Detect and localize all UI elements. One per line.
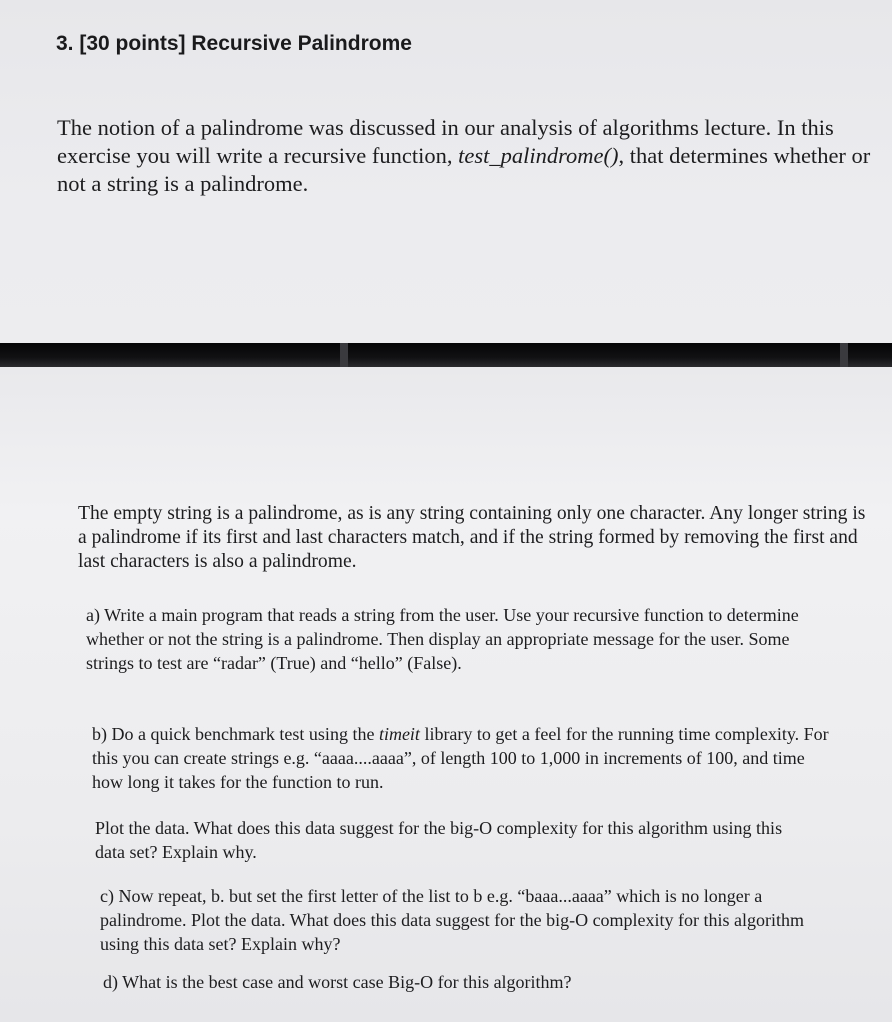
question-b (92, 722, 832, 794)
definition-paragraph: The empty string is a palindrome, as is any string containing only one character. Any longer string is a palindrome if its first and last characters match, and if the string formed by removing the first and last characters is also a palindrome. (78, 503, 866, 572)
question-c: c) Now repeat, b. but set the first letter of the list to b e.g. “baaa...aaaa” which is no longer a palindrome. Plot the data. What does this data suggest for the big-O complexity for this algorithm using this data set? Explain why? (100, 886, 805, 954)
intro-text-start: The notion of a palindrome was discussed in our analysis of algorithms lecture. In this exercise you will write a recursive function, (57, 114, 834, 168)
question-d: d) What is the best case and worst case Big-O for this algorithm? (103, 972, 572, 992)
library-name: timeit (378, 724, 420, 744)
question-a: a) Write a main program that reads a string from the user. Use your recursive function to determine whether or not the string is a palindrome. Then display an appropriate message for the user. Some strings to test are “radar” (True) and “hello” (False). (86, 605, 799, 673)
intro-text-end: , that determines whether or not a string is a palindrome. (57, 142, 871, 196)
question-b-plot: Plot the data. What does this data suggest for the big-O complexity for this algorithm using this data set? Explain why. (95, 818, 783, 862)
divider-segment (840, 343, 848, 367)
question-b-end: library to get a feel for the running time complexity. For this you can create strings e.g. “aaaa....aaaa”, of length 100 to 1,000 in increments of 100, and time how long it takes for the function to run. (92, 724, 829, 792)
intro-paragraph (57, 114, 872, 198)
screen-divider-bar (0, 343, 892, 367)
question-b-start: b) Do a quick benchmark test using the (92, 724, 379, 744)
function-name: test_palindrome() (458, 142, 619, 168)
divider-segment (340, 343, 348, 367)
page-title: 3. [30 points] Recursive Palindrome (56, 32, 412, 55)
definition-block (78, 502, 868, 574)
